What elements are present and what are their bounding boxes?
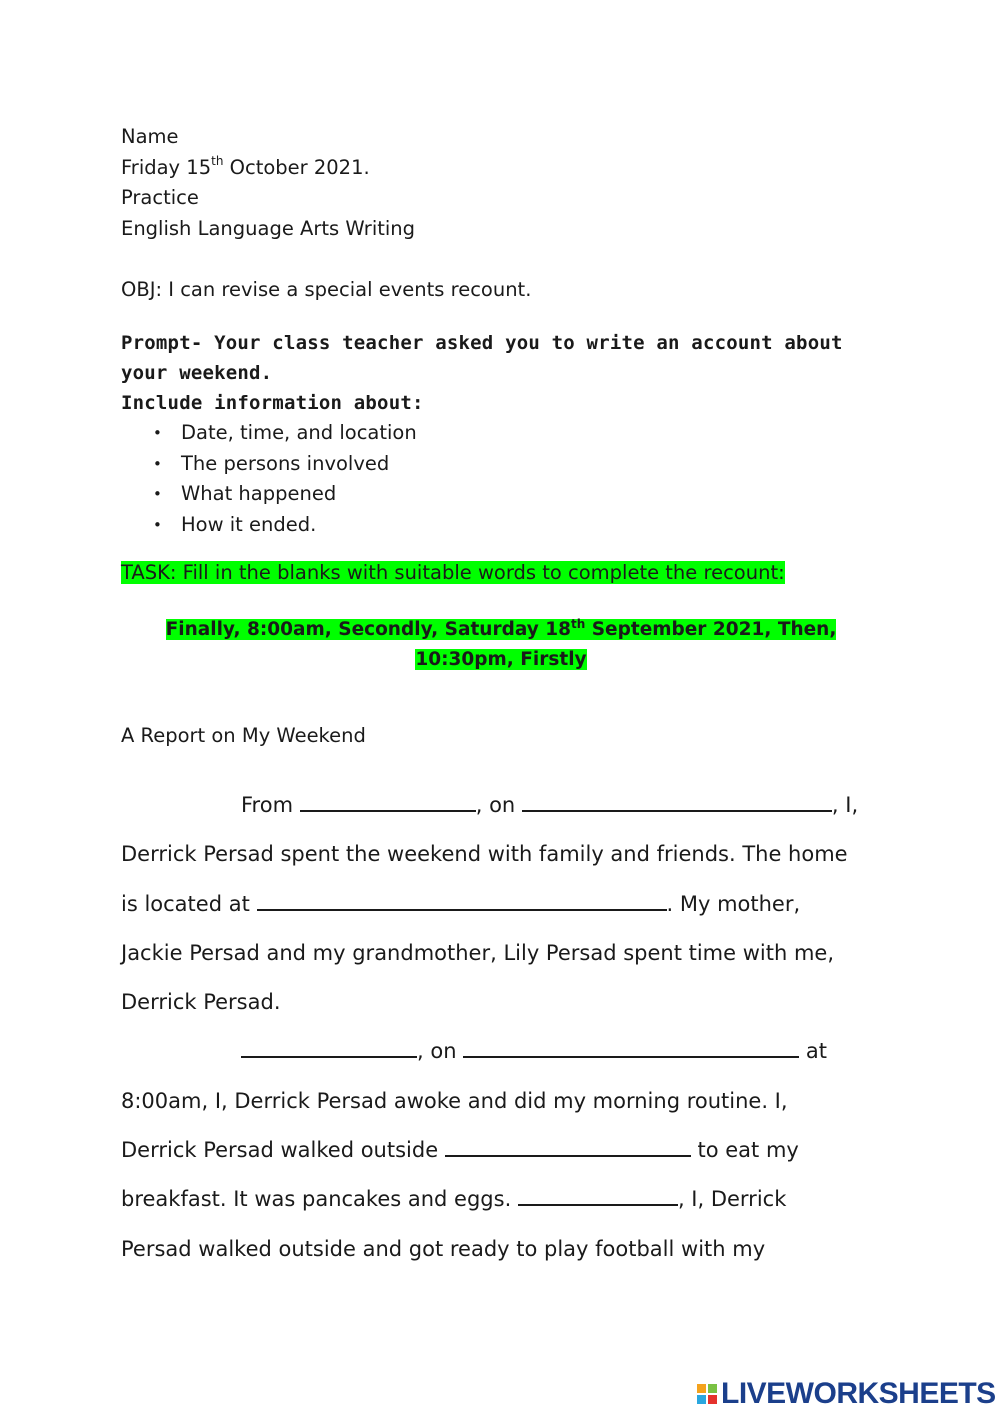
practice-label: Practice bbox=[121, 186, 199, 209]
subject-label: English Language Arts Writing bbox=[121, 216, 416, 240]
text: is located at bbox=[121, 891, 257, 916]
list-item: • What happened bbox=[181, 479, 881, 510]
blank-2[interactable] bbox=[522, 794, 832, 812]
paragraph-2 bbox=[121, 1027, 881, 1273]
word-bank-superscript: th bbox=[571, 616, 586, 631]
prompt-text: Prompt- Your class teacher asked you to write an account about your weekend. bbox=[121, 332, 843, 384]
word-bank bbox=[121, 615, 881, 675]
logo-text: LIVEWORKSHEETS bbox=[721, 1377, 996, 1410]
blank-1[interactable] bbox=[300, 794, 476, 812]
text-line: Jackie Persad and my grandmother, Lily Persad spent time with me, bbox=[121, 940, 835, 965]
objective: OBJ: I can revise a special events recount. bbox=[121, 278, 532, 301]
blank-7[interactable] bbox=[518, 1188, 678, 1206]
text: , on bbox=[475, 793, 522, 817]
task-highlight: TASK: Fill in the blanks with suitable words to complete the recount: bbox=[121, 561, 785, 584]
text-line: Persad walked outside and got ready to play football with my bbox=[121, 1236, 766, 1261]
text: , on bbox=[417, 1039, 464, 1064]
text: . My mother, bbox=[666, 891, 801, 916]
paragraph-1 bbox=[121, 781, 881, 1027]
liveworksheets-mark-icon bbox=[697, 1384, 717, 1404]
text: breakfast. It was pancakes and eggs. bbox=[121, 1187, 518, 1212]
include-list bbox=[121, 418, 881, 540]
text: at bbox=[799, 1039, 827, 1064]
list-item: • Date, time, and location bbox=[181, 418, 881, 449]
name-label: Name bbox=[121, 125, 179, 148]
liveworksheets-logo bbox=[697, 1377, 996, 1411]
text-line: Derrick Persad. bbox=[121, 990, 281, 1015]
mark-square bbox=[697, 1384, 706, 1393]
word-bank-line-2: 10:30pm, Firstly bbox=[415, 649, 587, 670]
blank-3[interactable] bbox=[257, 893, 667, 911]
word-bank-line-1 bbox=[165, 616, 837, 640]
list-item: • How it ended. bbox=[181, 510, 881, 541]
mark-square bbox=[708, 1384, 717, 1393]
text: From bbox=[241, 793, 300, 817]
blank-5[interactable] bbox=[463, 1040, 799, 1058]
text: , I, Derrick bbox=[677, 1187, 787, 1212]
date-line bbox=[121, 153, 881, 184]
text-line: 8:00am, I, Derrick Persad awoke and did my morning routine. I, bbox=[121, 1088, 788, 1113]
list-item: • The persons involved bbox=[181, 449, 881, 480]
date-prefix: Friday 15 bbox=[121, 155, 212, 179]
word-bank-part: September 2021, Then, bbox=[585, 619, 837, 640]
date-superscript: th bbox=[211, 154, 224, 168]
text: Derrick Persad walked outside bbox=[121, 1138, 445, 1163]
word-bank-part: Finally, 8:00am, Secondly, Saturday 18 bbox=[165, 619, 572, 640]
date-suffix: October 2021. bbox=[223, 155, 370, 179]
task-instruction bbox=[121, 559, 881, 587]
mark-square bbox=[708, 1395, 717, 1404]
worksheet-page bbox=[121, 122, 881, 1274]
include-heading: Include information about: bbox=[121, 392, 424, 414]
blank-6[interactable] bbox=[445, 1139, 691, 1157]
blank-4[interactable] bbox=[241, 1040, 417, 1058]
text: , I, bbox=[831, 793, 859, 817]
mark-square bbox=[697, 1395, 706, 1404]
text: to eat my bbox=[690, 1138, 799, 1163]
text-line: Derrick Persad spent the weekend with family and friends. The home bbox=[121, 842, 848, 867]
report-title: A Report on My Weekend bbox=[121, 724, 366, 747]
